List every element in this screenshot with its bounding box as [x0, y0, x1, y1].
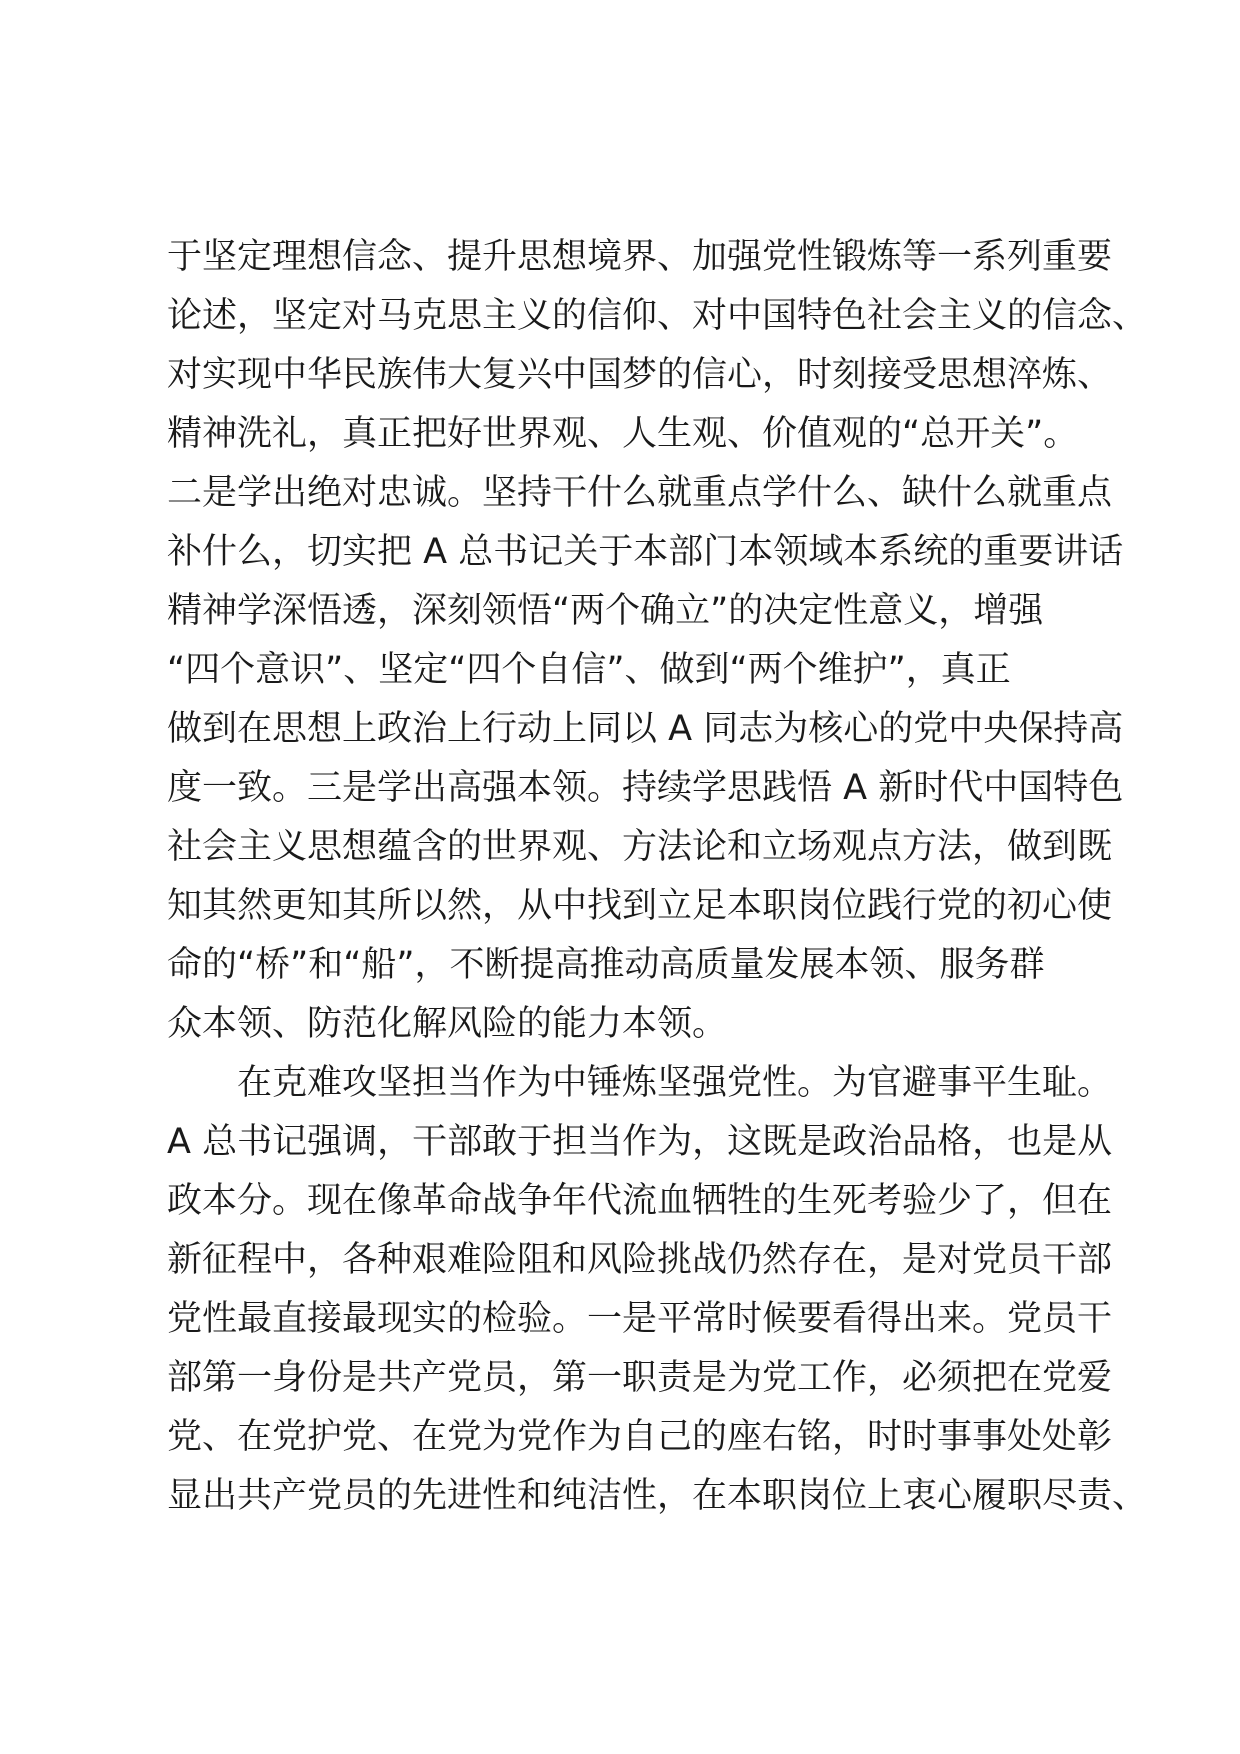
text-line: 众本领、防范化解风险的能力本领。	[167, 1004, 728, 1044]
text-line: 补什么，切实把 A 总书记关于本部门本领域本系统的重要讲话	[167, 532, 1124, 572]
text-line: 做到在思想上政治上行动上同以 A 同志为核心的党中央保持高	[167, 709, 1124, 749]
text-line: 对实现中华民族伟大复兴中国梦的信心，时刻接受思想淬炼、	[167, 355, 1113, 395]
text-line: 于坚定理想信念、提升思想境界、加强党性锻炼等一系列重要	[167, 237, 1113, 277]
text-line: 度一致。三是学出高强本领。持续学思践悟 A 新时代中国特色	[167, 768, 1124, 808]
text-line: A 总书记强调，干部敢于担当作为，这既是政治品格，也是从	[167, 1122, 1113, 1162]
text-line: 新征程中，各种艰难险阻和风险挑战仍然存在，是对党员干部	[167, 1240, 1113, 1280]
text-line: 知其然更知其所以然，从中找到立足本职岗位践行党的初心使	[167, 886, 1113, 926]
text-line: 精神洗礼，真正把好世界观、人生观、价值观的“总开关”。	[167, 414, 1079, 454]
text-line: 精神学深悟透，深刻领悟“两个确立”的决定性意义，增强	[167, 591, 1044, 631]
text-line: 党性最直接最现实的检验。一是平常时候要看得出来。党员干	[167, 1299, 1113, 1339]
text-line: 党、在党护党、在党为党作为自己的座右铭，时时事事处处彰	[167, 1417, 1113, 1457]
body-text	[167, 228, 1148, 1526]
text-line: 论述，坚定对马克思主义的信仰、对中国特色社会主义的信念、	[167, 296, 1148, 336]
text-line: 社会主义思想蕴含的世界观、方法论和立场观点方法，做到既	[167, 827, 1113, 867]
text-line: 命的“桥”和“船”，不断提高推动高质量发展本领、服务群	[167, 945, 1045, 985]
text-line: 显出共产党员的先进性和纯洁性，在本职岗位上衷心履职尽责、	[167, 1476, 1148, 1516]
text-line: 部第一身份是共产党员，第一职责是为党工作，必须把在党爱	[167, 1358, 1113, 1398]
text-line: 政本分。现在像革命战争年代流血牺牲的生死考验少了，但在	[167, 1181, 1113, 1221]
text-line: 二是学出绝对忠诚。坚持干什么就重点学什么、缺什么就重点	[167, 473, 1113, 513]
text-line: “四个意识”、坚定“四个自信”、做到“两个维护”，真正	[167, 650, 1011, 690]
paragraph-start-line: 在克难攻坚担当作为中锤炼坚强党性。为官避事平生耻。	[167, 1063, 1113, 1103]
